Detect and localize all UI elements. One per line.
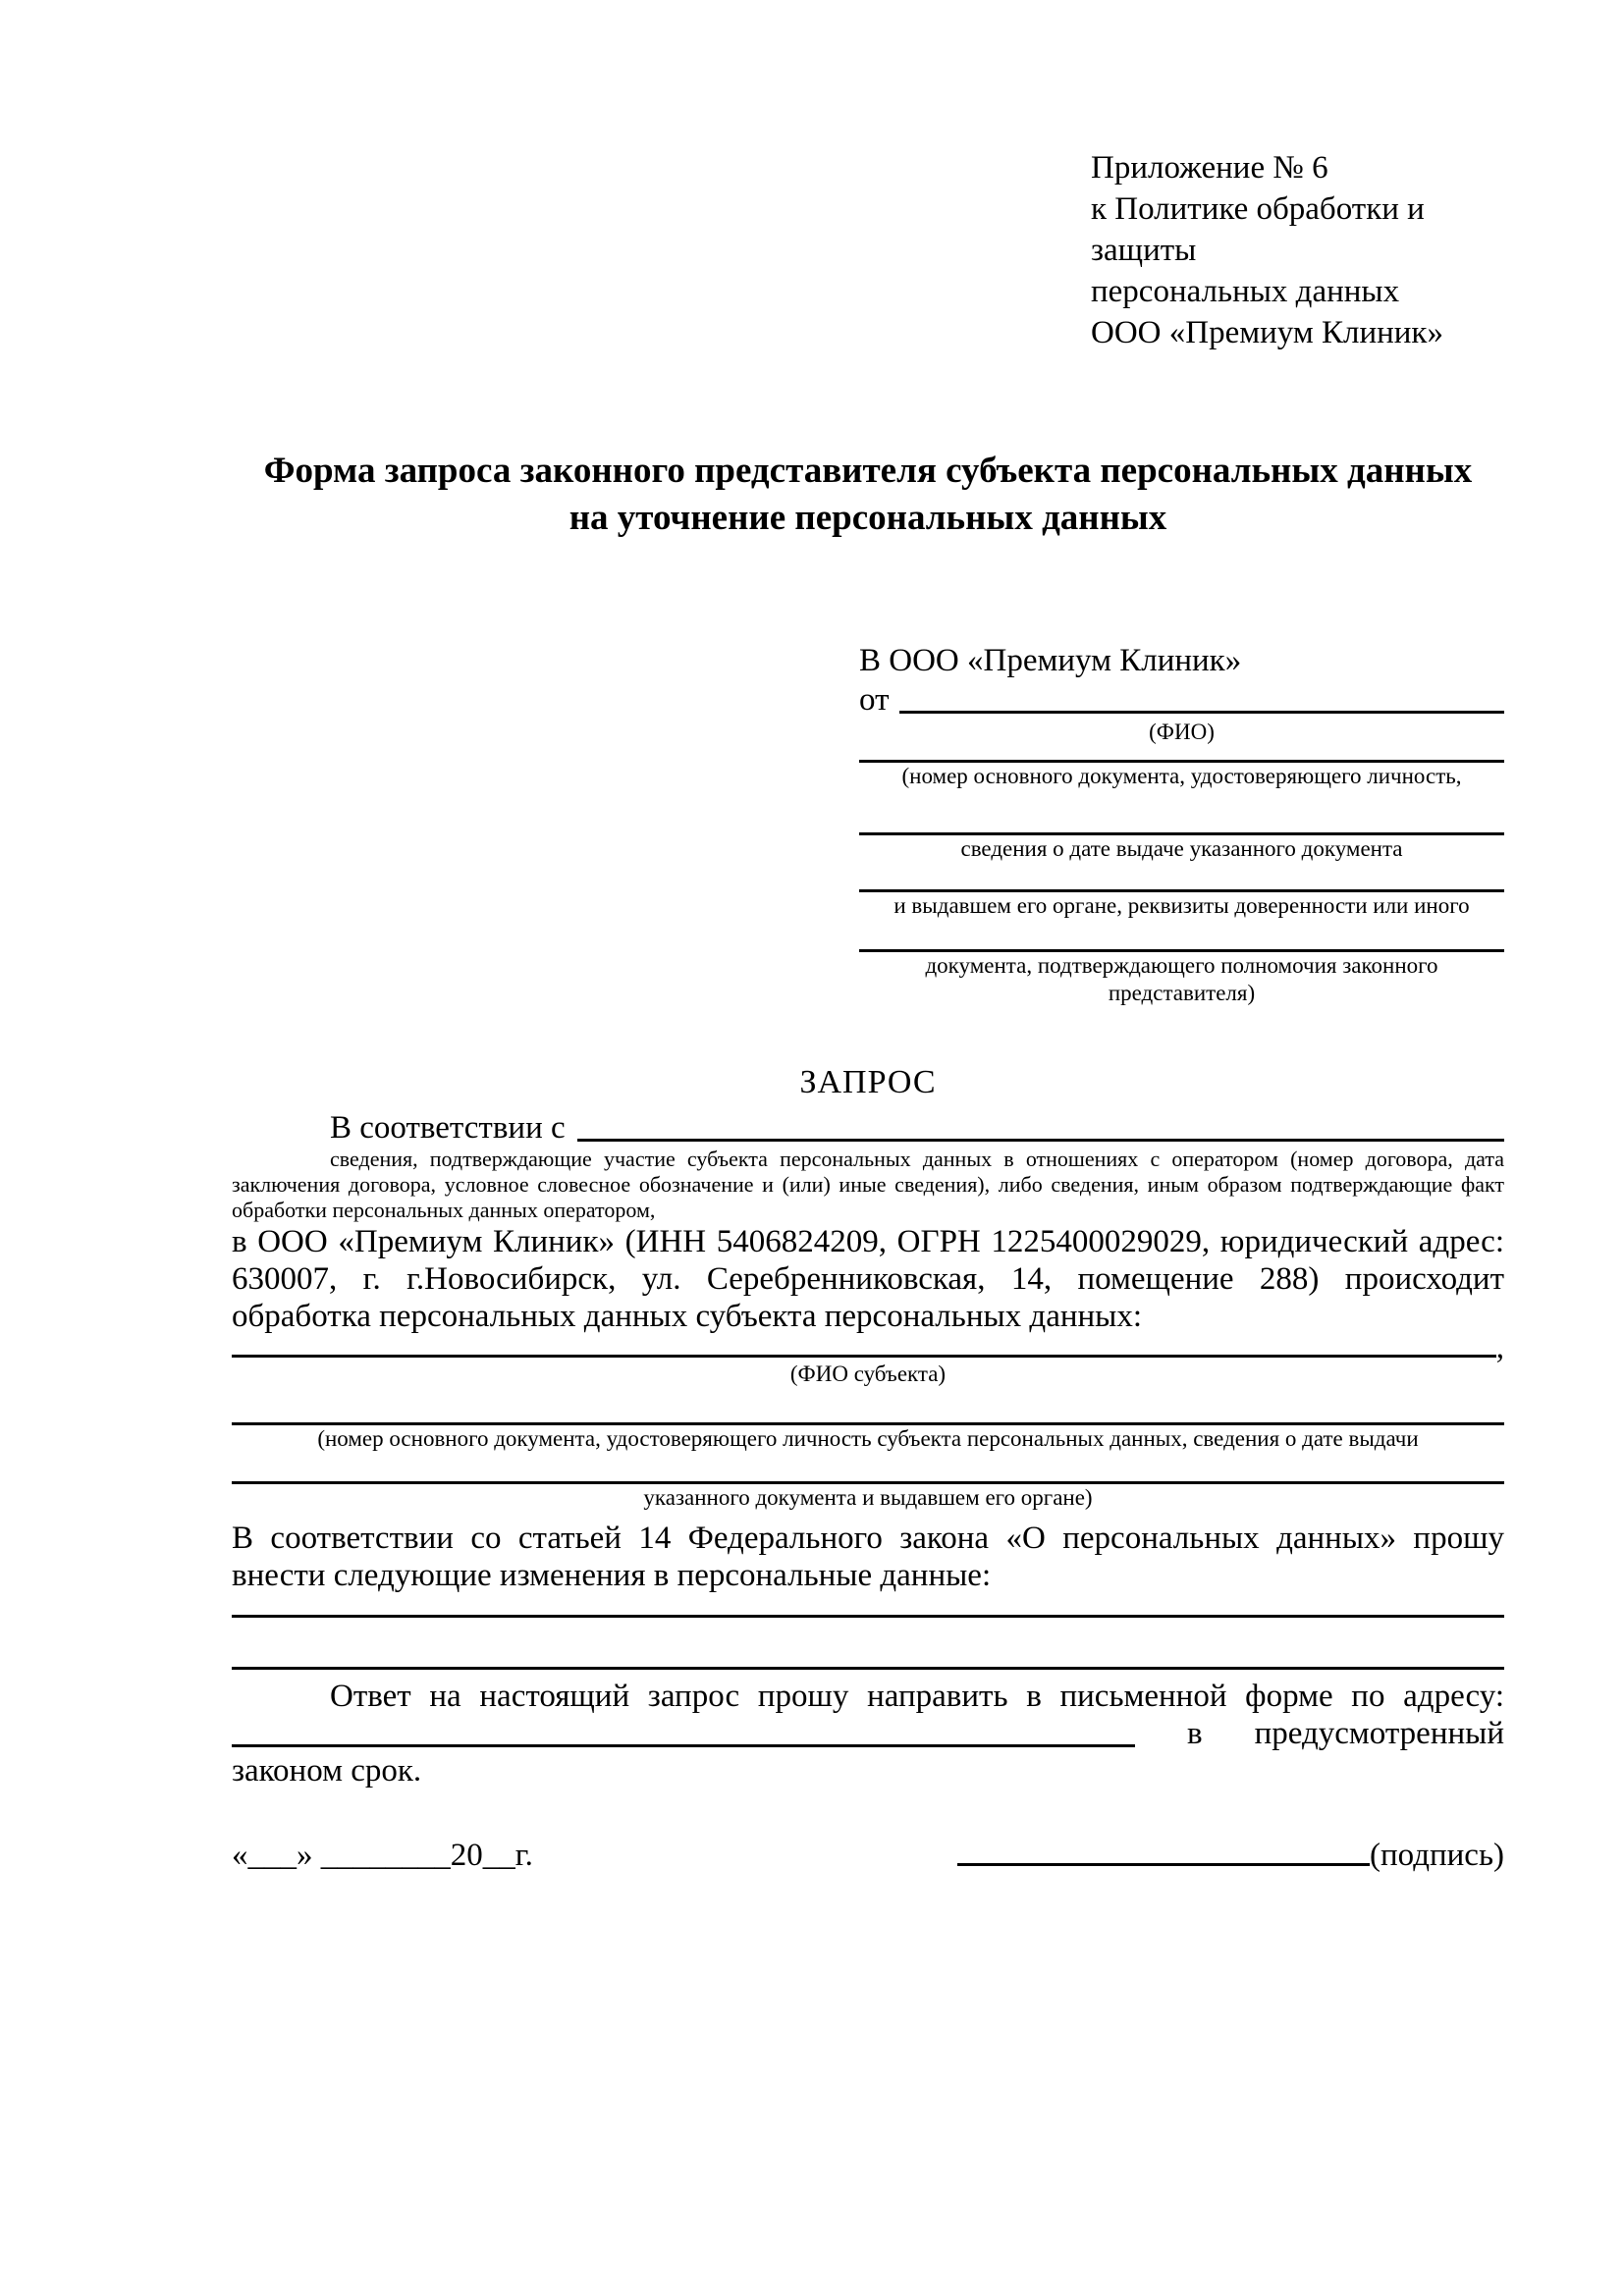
- subject-doc-caption-1: (номер основного документа, удостоверяющего личность субъекта персональных данных, сведения о дате выдачи: [317, 1426, 1419, 1451]
- answer-word-v: в: [1187, 1716, 1203, 1751]
- title-line-1: Форма запроса законного представителя субъекта персональных данных: [263, 451, 1473, 491]
- changes-field-line-2[interactable]: [232, 1618, 1504, 1670]
- doc-caption-2: сведения о дате выдаче указанного документа: [960, 836, 1403, 861]
- intro-caption: сведения, подтверждающие участие субъекта персональных данных в отношениях с оператором (номер договора, дата заключения договора, условное словесное обозначение и (или) иные сведения), либо сведения, иным образом подтверждающие факт обработки персональных данных оператором,: [232, 1147, 1504, 1222]
- title-line-2: на уточнение персональных данных: [568, 498, 1167, 538]
- appendix-line-1: Приложение № 6: [1091, 150, 1328, 186]
- document-title: [232, 448, 1504, 542]
- answer-word-predusmotrenny: предусмотренный: [1254, 1716, 1504, 1751]
- signature-caption: (подпись): [1370, 1838, 1504, 1873]
- representative-doc-number-field[interactable]: [859, 746, 1504, 763]
- appendix-block: [1091, 147, 1504, 353]
- doc-caption-3: и выдавшем его органе, реквизиты доверенности или иного: [893, 893, 1470, 918]
- doc-caption-1: (номер основного документа, удостоверяющего личность,: [901, 764, 1462, 788]
- appendix-line-4: ООО «Премиум Клиник»: [1091, 315, 1443, 350]
- answer-address-row: [232, 1715, 1504, 1752]
- date-field[interactable]: «___» ________20__г.: [232, 1838, 533, 1873]
- representative-name-field[interactable]: [899, 681, 1505, 714]
- doc-caption-4: документа, подтверждающего полномочия законного представителя): [925, 953, 1438, 1005]
- answer-paragraph-line-3: законом срок.: [232, 1753, 422, 1789]
- date-signature-row: [232, 1837, 1504, 1874]
- from-row: [859, 681, 1504, 719]
- subject-doc-number-field[interactable]: [232, 1388, 1504, 1425]
- document-content: [0, 147, 1624, 1874]
- from-label: от: [859, 682, 890, 718]
- intro-row: [232, 1109, 1504, 1147]
- addressee-block: [859, 640, 1504, 1007]
- request-heading: ЗАПРОС: [799, 1064, 937, 1100]
- subject-comma: ,: [1495, 1330, 1504, 1365]
- subject-fio-row: [232, 1330, 1504, 1365]
- relation-basis-field[interactable]: [577, 1109, 1504, 1142]
- representative-authority-doc-field[interactable]: [859, 920, 1504, 952]
- appendix-line-2: к Политике обработки и защиты: [1091, 191, 1425, 268]
- answer-address-field[interactable]: [232, 1715, 1135, 1747]
- representative-doc-date-field[interactable]: [859, 790, 1504, 835]
- signature-field[interactable]: [957, 1837, 1370, 1866]
- operator-paragraph: в ООО «Премиум Клиник» (ИНН 5406824209, ОГРН 1225400029029, юридический адрес: 630007, г. г.Новосибирск, ул. Серебренниковская, 14, помещение 288) происходит обработка персональных данных субъекта персональных данных:: [232, 1224, 1504, 1334]
- representative-doc-issuer-field[interactable]: [859, 863, 1504, 892]
- law-paragraph: В соответствии со статьей 14 Федерального закона «О персональных данных» прошу внести следующие изменения в персональные данные:: [232, 1521, 1504, 1593]
- signature-group: [957, 1837, 1504, 1874]
- subject-doc-caption-2: указанного документа и выдавшем его органе): [643, 1485, 1093, 1510]
- intro-label: В соответствии с: [330, 1110, 566, 1146]
- subject-doc-issuer-field[interactable]: [232, 1453, 1504, 1484]
- subject-fio-caption: (ФИО субъекта): [789, 1362, 947, 1386]
- subject-fio-field[interactable]: [232, 1335, 1496, 1358]
- appendix-line-3: персональных данных: [1091, 274, 1400, 309]
- fio-caption: (ФИО): [1149, 720, 1215, 744]
- changes-field-line-1[interactable]: [232, 1594, 1504, 1618]
- addressee-to: В ООО «Премиум Клиник»: [859, 643, 1242, 678]
- answer-paragraph-line-1: Ответ на настоящий запрос прошу направить в письменной форме по адресу:: [330, 1679, 1504, 1714]
